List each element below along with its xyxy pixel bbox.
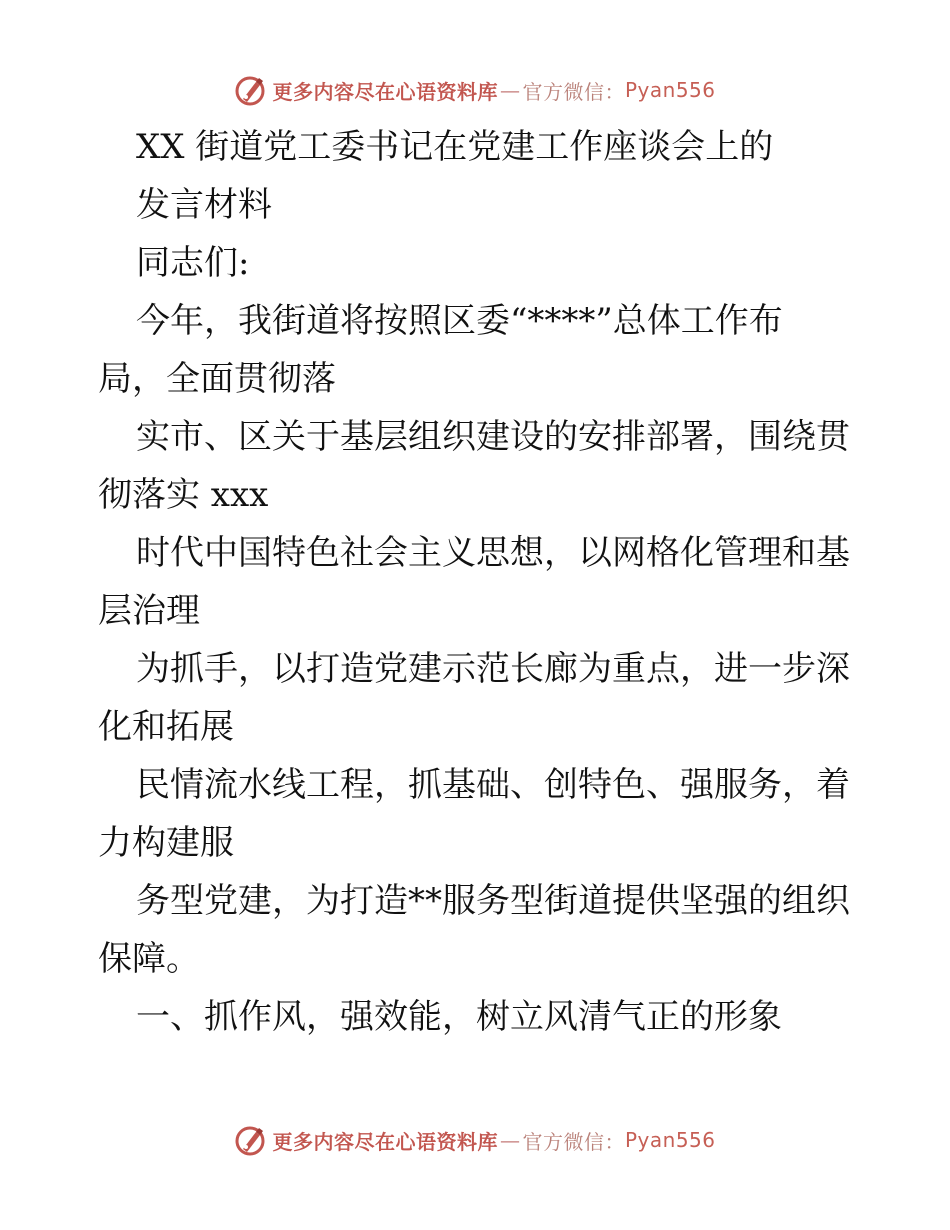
footer-watermark: [0, 1120, 950, 1160]
doc-line: 力构建服: [98, 823, 234, 863]
doc-line: 务型党建，为打造**服务型街道提供坚强的组织: [136, 881, 850, 921]
watermark-banner: [234, 73, 715, 107]
watermark-id-text: Pyan556: [624, 78, 716, 102]
watermark-site-text: 更多内容尽在心语资料库: [272, 1129, 498, 1154]
pen-logo-icon: [234, 73, 268, 107]
doc-line: 层治理: [98, 591, 200, 631]
doc-line: 局，全面贯彻落: [98, 359, 336, 399]
doc-line: 实市、区关于基层组织建设的安排部署，围绕贯: [136, 417, 850, 457]
document-body: [98, 118, 858, 1046]
doc-line: 保障。: [98, 939, 200, 979]
doc-line-title-1: XX 街道党工委书记在党建工作座谈会上的: [136, 127, 774, 167]
watermark-label-text: 官方微信：: [522, 79, 625, 104]
watermark-dash: —: [499, 1128, 521, 1152]
watermark-banner: [234, 1123, 715, 1157]
watermark-site-text: 更多内容尽在心语资料库: [272, 79, 498, 104]
watermark-label-text: 官方微信：: [522, 1129, 625, 1154]
watermark-id-text: Pyan556: [624, 1128, 716, 1152]
pen-logo-icon: [234, 1123, 268, 1157]
doc-line: 化和拓展: [98, 707, 234, 747]
doc-line-section-heading: 一、抓作风，强效能，树立风清气正的形象: [136, 997, 782, 1037]
doc-line-title-2: 发言材料: [136, 185, 272, 225]
doc-line: 今年，我街道将按照区委“****”总体工作布: [136, 301, 783, 341]
header-watermark: [0, 70, 950, 110]
doc-line-salutation: 同志们:: [136, 243, 250, 283]
doc-line: 民情流水线工程，抓基础、创特色、强服务，着: [136, 765, 850, 805]
doc-line: 彻落实 xxx: [98, 475, 269, 515]
doc-line: 时代中国特色社会主义思想，以网格化管理和基: [136, 533, 850, 573]
doc-line: 为抓手，以打造党建示范长廊为重点，进一步深: [136, 649, 850, 689]
watermark-dash: —: [499, 78, 521, 102]
